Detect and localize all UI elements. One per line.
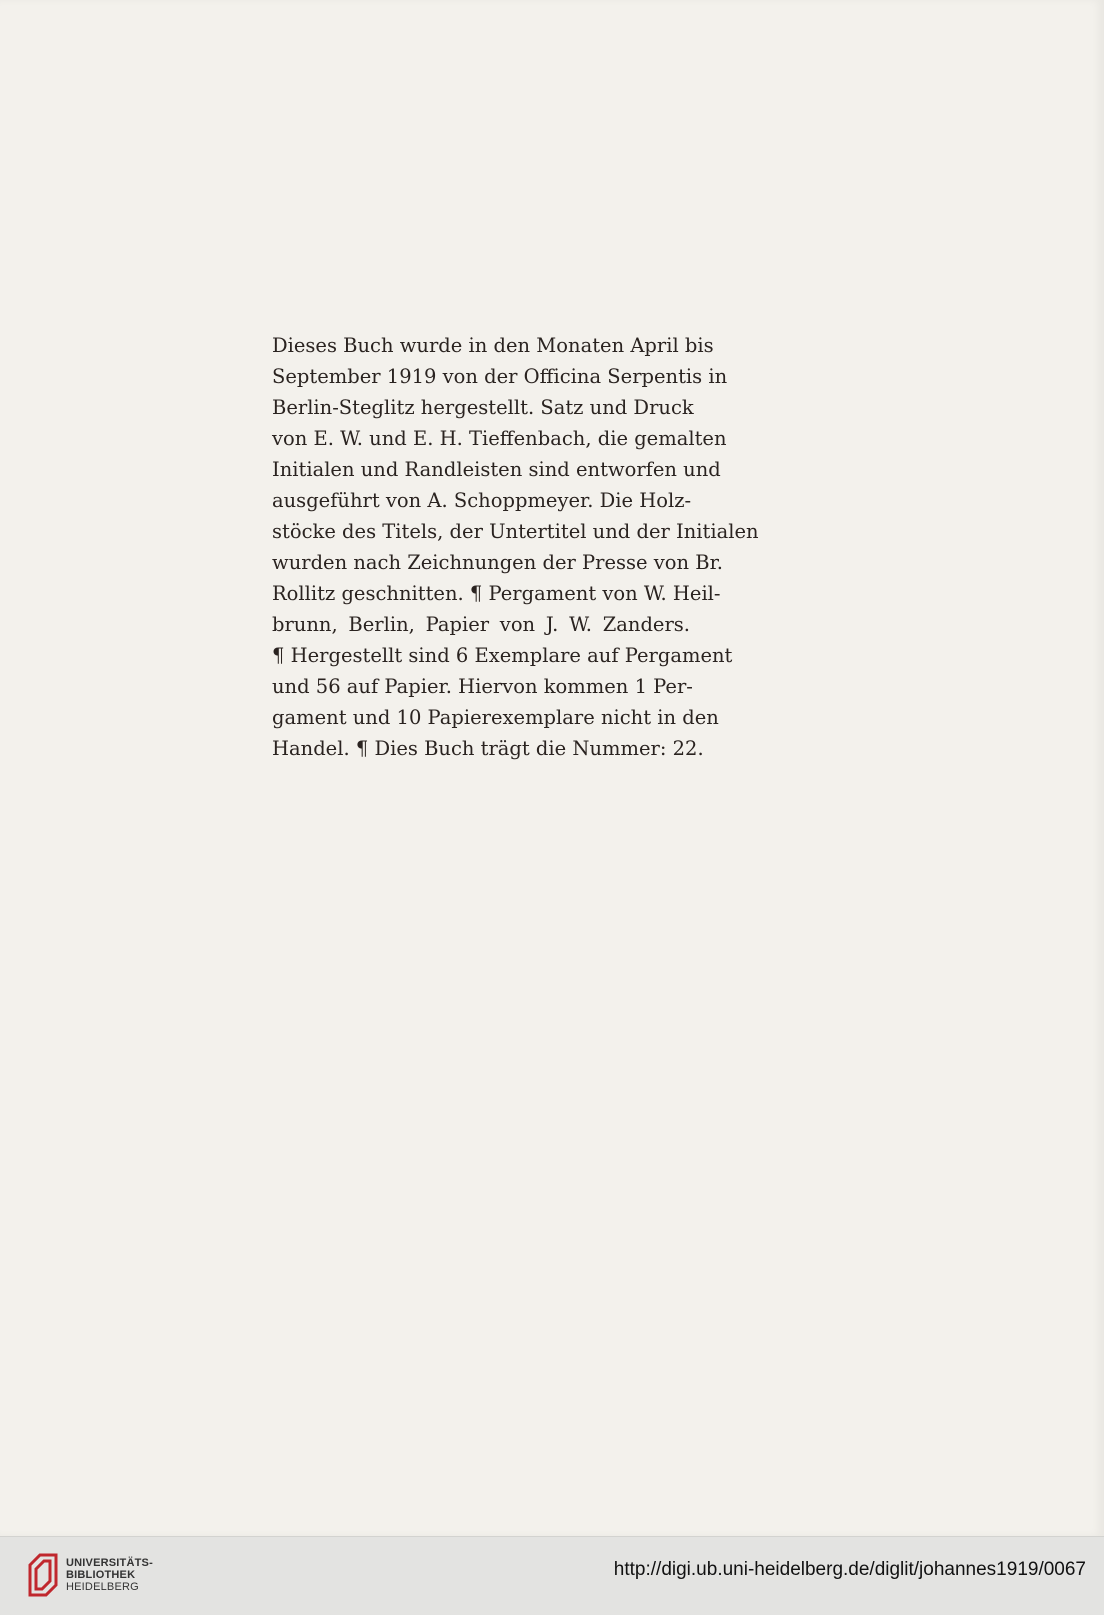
colophon-line: von E. W. und E. H. Tieffenbach, die gemalten [272, 427, 727, 450]
colophon-line: Dieses Buch wurde in den Monaten April bis [272, 334, 714, 357]
colophon-line: Initialen und Randleisten sind entworfen und [272, 458, 721, 481]
colophon-line: brunn, Berlin, Papier von J. W. Zanders. [272, 613, 690, 636]
library-name-line: UNIVERSITÄTS- [66, 1557, 153, 1569]
library-name-line: HEIDELBERG [66, 1581, 139, 1593]
colophon-line: und 56 auf Papier. Hiervon kommen 1 Per- [272, 675, 693, 698]
colophon-line: gament und 10 Papierexemplare nicht in den [272, 706, 719, 729]
library-logo-icon[interactable] [26, 1551, 60, 1599]
library-name[interactable] [66, 1557, 153, 1593]
colophon-line: ¶ Hergestellt sind 6 Exemplare auf Pergament [272, 644, 733, 667]
library-name-line: BIBLIOTHEK [66, 1569, 136, 1581]
colophon-line: wurden nach Zeichnungen der Presse von Br. [272, 551, 723, 574]
colophon-line: September 1919 von der Officina Serpentis in [272, 365, 728, 388]
colophon-line: ausgeführt von A. Schoppmeyer. Die Holz- [272, 489, 692, 512]
permalink-url[interactable]: http://digi.ub.uni-heidelberg.de/diglit/johannes1919/0067 [613, 1559, 1086, 1580]
colophon-line: stöcke des Titels, der Untertitel und der Initialen [272, 520, 759, 543]
colophon-line: Handel. ¶ Dies Buch trägt die Nummer: 22. [272, 737, 704, 760]
library-footer [0, 1536, 1104, 1615]
colophon-line: Berlin-Steglitz hergestellt. Satz und Druck [272, 396, 694, 419]
colophon-text [272, 330, 759, 764]
colophon-line: Rollitz geschnitten. ¶ Pergament von W. Heil- [272, 582, 721, 605]
